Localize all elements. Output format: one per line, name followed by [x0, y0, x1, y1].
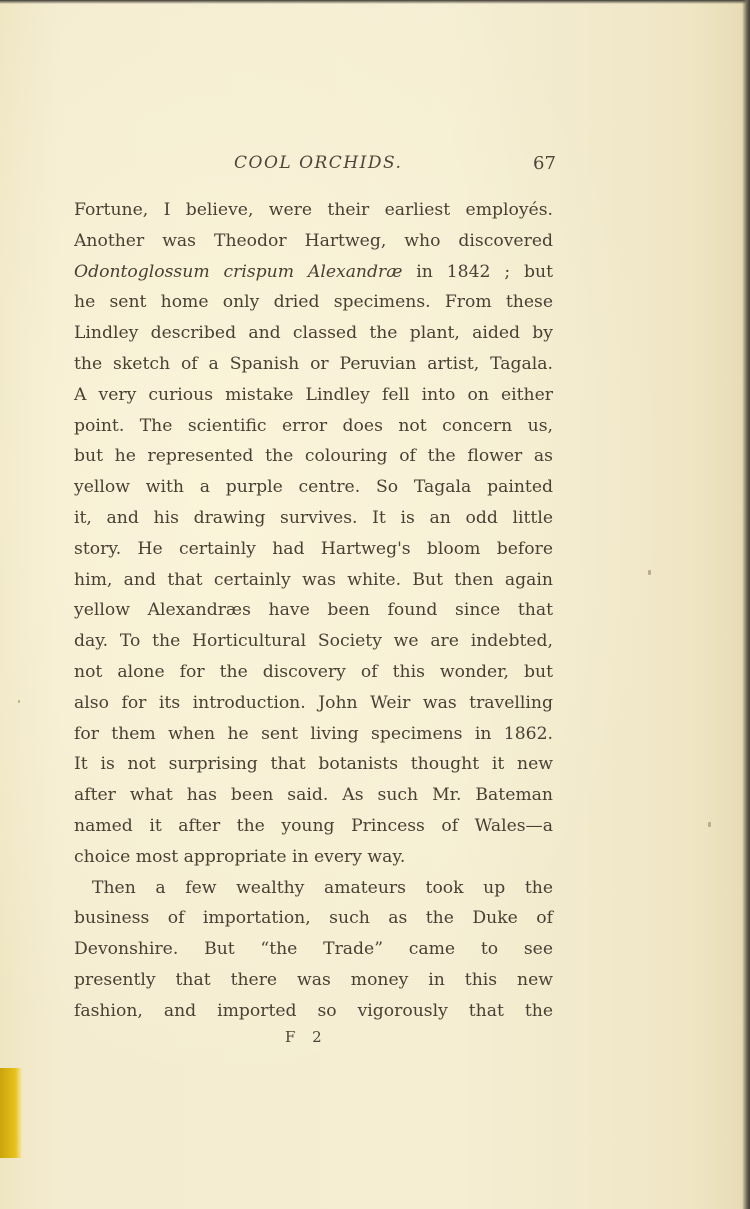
paper-speck	[648, 570, 651, 575]
text-line: Then a few wealthy amateurs took up the	[92, 877, 553, 898]
text-line: Lindley described and classed the plant, aided by	[74, 323, 553, 344]
text-line: after what has been said. As such Mr. Bateman	[74, 785, 553, 806]
text-line: point. The scientific error does not concern us,	[74, 415, 553, 436]
text-line: him, and that certainly was white. But then again	[74, 569, 553, 590]
text-line: business of importation, such as the Duke of	[74, 908, 553, 929]
text-line: he sent home only dried specimens. From these	[74, 292, 553, 313]
text-line: it, and his drawing survives. It is an odd little	[74, 507, 553, 528]
text-line: yellow with a purple centre. So Tagala painted	[74, 477, 553, 498]
text-line: It is not surprising that botanists thought it new	[74, 754, 553, 775]
text-line: presently that there was money in this new	[74, 969, 553, 990]
text-line: also for its introduction. John Weir was travelling	[74, 692, 553, 713]
running-head	[0, 153, 750, 183]
paper-speck	[18, 700, 20, 703]
text-line: A very curious mistake Lindley fell into on either	[74, 384, 553, 405]
text-line: not alone for the discovery of this wonder, but	[74, 661, 553, 682]
text-line: Fortune, I believe, were their earliest employés.	[74, 200, 553, 220]
page-top-edge	[0, 0, 750, 4]
text-line: but he represented the colouring of the flower as	[74, 446, 553, 467]
text-line: for them when he sent living specimens in 1862.	[74, 723, 553, 744]
text-line: story. He certainly had Hartweg's bloom before	[74, 538, 553, 559]
signature-mark: F 2	[285, 1028, 328, 1046]
paper-speck	[708, 822, 711, 827]
text-line: Another was Theodor Hartweg, who discovered	[74, 230, 553, 251]
page-number: 67	[533, 153, 556, 174]
text-line: choice most appropriate in every way.	[74, 846, 406, 867]
yellow-page-marker	[0, 1068, 22, 1158]
text-line: Odontoglossum crispum Alexandræ in 1842 ; but	[74, 261, 553, 282]
text-line: yellow Alexandræs have been found since that	[74, 600, 553, 621]
text-line: fashion, and imported so vigorously that the	[74, 1000, 553, 1021]
text-line: Devonshire. But “the Trade” came to see	[74, 939, 553, 960]
text-line: the sketch of a Spanish or Peruvian artist, Tagala.	[74, 353, 553, 374]
species-name: Odontoglossum crispum Alexandræ	[74, 261, 403, 282]
text-line: named it after the young Princess of Wales—a	[74, 815, 553, 836]
body-text	[74, 195, 553, 1027]
text-line: day. To the Horticultural Society we are indebted,	[74, 631, 553, 652]
running-title: COOL ORCHIDS.	[234, 153, 403, 173]
